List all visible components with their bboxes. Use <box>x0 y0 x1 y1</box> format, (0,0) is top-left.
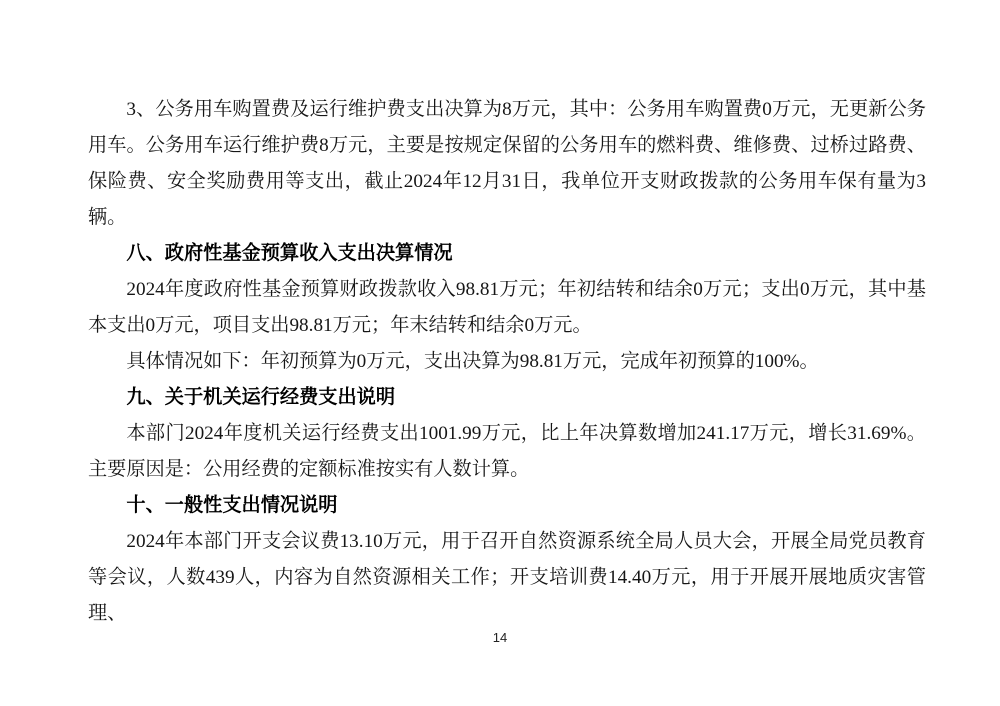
heading-section-8-government-fund-budget: 八、政府性基金预算收入支出决算情况 <box>126 243 453 264</box>
paragraph-government-fund-figures: 2024年度政府性基金预算财政拨款收入98.81万元；年初结转和结余0万元；支出0万元，其中基本支出0万元，项目支出98.81万元；年末结转和结余0万元。 <box>88 279 926 336</box>
paragraph-specific-situation: 具体情况如下：年初预算为0万元，支出决算为98.81万元，完成年初预算的100%。 <box>126 351 819 372</box>
heading-section-9-operating-expense: 九、关于机关运行经费支出说明 <box>126 387 396 408</box>
heading-section-10-general-expense: 十、一般性支出情况说明 <box>126 495 338 516</box>
paragraph-vehicle-expense: 3、公务用车购置费及运行维护费支出决算为8万元，其中：公务用车购置费0万元，无更新公务用车。公务用车运行维护费8万元，主要是按规定保留的公务用车的燃料费、维修费、过桥过路费、保险费、安全奖励费用等支出，截止2024年12月31日，我单位开支财政拨款的公务用车保有量为3辆。 <box>88 99 926 228</box>
page-number: 14 <box>492 630 508 645</box>
paragraph-operating-expense-figures: 本部门2024年度机关运行经费支出1001.99万元，比上年决算数增加241.17万元，增长31.69%。主要原因是：公用经费的定额标准按实有人数计算。 <box>88 423 926 480</box>
paragraph-meeting-training-expense: 2024年本部门开支会议费13.10万元，用于召开自然资源系统全局人员大会，开展全局党员教育等会议，人数439人，内容为自然资源相关工作；开支培训费14.40万元，用于开展开展地质灾害管理、 <box>88 531 926 624</box>
document-body <box>88 92 926 632</box>
